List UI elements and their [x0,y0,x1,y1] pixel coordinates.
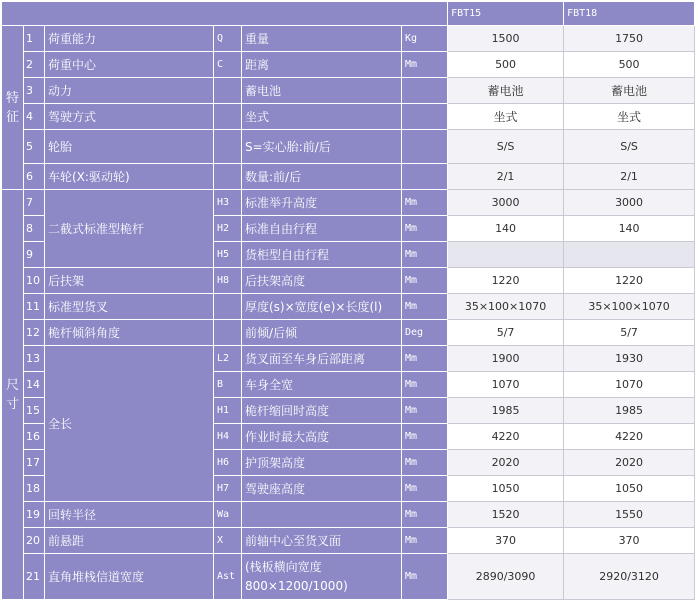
value-fbt18: 2920/3120 [564,554,695,600]
row-index: 17 [24,450,45,476]
row-item: 驾驶方式 [45,104,214,130]
value-fbt18: 140 [564,216,695,242]
table-row [2,554,695,600]
row-index: 10 [24,268,45,294]
row-description: 重量 [242,26,402,52]
row-unit: Mm [402,268,448,294]
row-symbol [214,164,242,190]
value-fbt18: 4220 [564,424,695,450]
table-row [2,294,695,320]
row-symbol [214,130,242,164]
value-fbt18: 500 [564,52,695,78]
row-item: 动力 [45,78,214,104]
value-fbt18: 2020 [564,450,695,476]
value-fbt15: 1070 [448,372,564,398]
table-row [2,78,695,104]
row-symbol: H3 [214,190,242,216]
value-fbt15: 1220 [448,268,564,294]
row-symbol: B [214,372,242,398]
value-fbt15: 2890/3090 [448,554,564,600]
row-item: 轮胎 [45,130,214,164]
value-fbt15: 2/1 [448,164,564,190]
value-fbt18 [564,242,695,268]
value-fbt15 [448,242,564,268]
value-fbt15: 4220 [448,424,564,450]
row-unit [402,78,448,104]
value-fbt18: 1220 [564,268,695,294]
row-index: 21 [24,554,45,600]
value-fbt15: 坐式 [448,104,564,130]
row-symbol: L2 [214,346,242,372]
row-item: 桅杆倾斜角度 [45,320,214,346]
row-description: 数量:前/后 [242,164,402,190]
row-unit: Mm [402,398,448,424]
value-fbt15: 5/7 [448,320,564,346]
value-fbt18: 1930 [564,346,695,372]
row-item: 后扶架 [45,268,214,294]
value-fbt18: 3000 [564,190,695,216]
row-item: 荷重能力 [45,26,214,52]
row-unit: Mm [402,346,448,372]
row-item: 荷重中心 [45,52,214,78]
row-symbol: Wa [214,502,242,528]
row-description: 货叉面至车身后部距离 [242,346,402,372]
row-symbol: X [214,528,242,554]
row-unit: Deg [402,320,448,346]
row-item: 标准型货叉 [45,294,214,320]
header-blank [2,2,448,26]
row-symbol [214,104,242,130]
row-unit: Mm [402,242,448,268]
value-fbt18: 2/1 [564,164,695,190]
row-index: 3 [24,78,45,104]
value-fbt18: 1750 [564,26,695,52]
row-description: 标准自由行程 [242,216,402,242]
row-symbol: H2 [214,216,242,242]
row-item: 回转半径 [45,502,214,528]
row-symbol [214,320,242,346]
table-row [2,528,695,554]
row-symbol: Q [214,26,242,52]
value-fbt18: S/S [564,130,695,164]
row-description: 标准举升高度 [242,190,402,216]
table-row [2,268,695,294]
table-row [2,320,695,346]
table-row [2,52,695,78]
row-description: 车身全宽 [242,372,402,398]
value-fbt18: 1985 [564,398,695,424]
row-index: 14 [24,372,45,398]
value-fbt15: 1500 [448,26,564,52]
row-description: 厚度(s)×宽度(e)×长度(l) [242,294,402,320]
row-unit: Mm [402,190,448,216]
row-index: 7 [24,190,45,216]
row-unit: Mm [402,450,448,476]
value-fbt18: 5/7 [564,320,695,346]
row-index: 16 [24,424,45,450]
row-index: 2 [24,52,45,78]
value-fbt18: 蓄电池 [564,78,695,104]
value-fbt18: 370 [564,528,695,554]
section-label-features: 特征 [2,26,24,190]
section-label-dimensions: 尺寸 [2,190,24,600]
row-symbol: H1 [214,398,242,424]
row-unit: Mm [402,502,448,528]
row-symbol: Ast [214,554,242,600]
row-index: 11 [24,294,45,320]
row-description: 前倾/后倾 [242,320,402,346]
value-fbt15: 3000 [448,190,564,216]
value-fbt15: 2020 [448,450,564,476]
value-fbt18: 1050 [564,476,695,502]
row-item: 前悬距 [45,528,214,554]
row-item: 直角堆栈信道宽度 [45,554,214,600]
row-description: 后扶架高度 [242,268,402,294]
row-index: 19 [24,502,45,528]
row-unit: Kg [402,26,448,52]
row-index: 4 [24,104,45,130]
row-item: 全长 [45,346,214,502]
row-description: 作业时最大高度 [242,424,402,450]
row-symbol [214,294,242,320]
table-row [2,26,695,52]
row-unit: Mm [402,476,448,502]
row-unit: Mm [402,554,448,600]
table-row [2,190,695,216]
row-unit: Mm [402,294,448,320]
value-fbt15: 500 [448,52,564,78]
row-unit [402,104,448,130]
row-symbol: H6 [214,450,242,476]
row-unit: Mm [402,372,448,398]
value-fbt15: 蓄电池 [448,78,564,104]
value-fbt18: 1550 [564,502,695,528]
row-description: 桅杆缩回时高度 [242,398,402,424]
row-index: 18 [24,476,45,502]
row-index: 5 [24,130,45,164]
row-description: 货柜型自由行程 [242,242,402,268]
row-unit: Mm [402,528,448,554]
value-fbt18: 35×100×1070 [564,294,695,320]
row-index: 13 [24,346,45,372]
value-fbt15: 35×100×1070 [448,294,564,320]
value-fbt15: 1050 [448,476,564,502]
row-unit [402,130,448,164]
value-fbt18: 坐式 [564,104,695,130]
model-header-2: FBT18 [564,2,695,26]
value-fbt15: S/S [448,130,564,164]
value-fbt15: 370 [448,528,564,554]
row-index: 20 [24,528,45,554]
header-row [2,2,695,26]
row-unit: Mm [402,424,448,450]
row-description: 坐式 [242,104,402,130]
model-header-1: FBT15 [448,2,564,26]
row-unit: Mm [402,52,448,78]
table-row [2,130,695,164]
row-description: S=实心胎:前/后 [242,130,402,164]
table-row [2,502,695,528]
value-fbt15: 140 [448,216,564,242]
row-symbol: C [214,52,242,78]
row-index: 6 [24,164,45,190]
row-item: 二截式标准型桅杆 [45,190,214,268]
row-description: 驾驶座高度 [242,476,402,502]
row-item: 车轮(X:驱动轮) [45,164,214,190]
table-row [2,104,695,130]
row-description: (栈板横向宽度 800×1200/1000) [242,554,402,600]
row-index: 12 [24,320,45,346]
value-fbt18: 1070 [564,372,695,398]
value-fbt15: 1520 [448,502,564,528]
row-description: 距离 [242,52,402,78]
row-symbol [214,78,242,104]
row-description [242,502,402,528]
row-symbol: H5 [214,242,242,268]
row-index: 9 [24,242,45,268]
table-row [2,346,695,372]
value-fbt15: 1900 [448,346,564,372]
row-symbol: H4 [214,424,242,450]
row-description: 护顶架高度 [242,450,402,476]
row-index: 1 [24,26,45,52]
row-symbol: H7 [214,476,242,502]
value-fbt15: 1985 [448,398,564,424]
row-index: 15 [24,398,45,424]
row-symbol: H8 [214,268,242,294]
row-description: 蓄电池 [242,78,402,104]
row-index: 8 [24,216,45,242]
row-unit [402,164,448,190]
table-row [2,164,695,190]
row-description: 前轴中心至货叉面 [242,528,402,554]
spec-table [1,1,695,600]
row-unit: Mm [402,216,448,242]
